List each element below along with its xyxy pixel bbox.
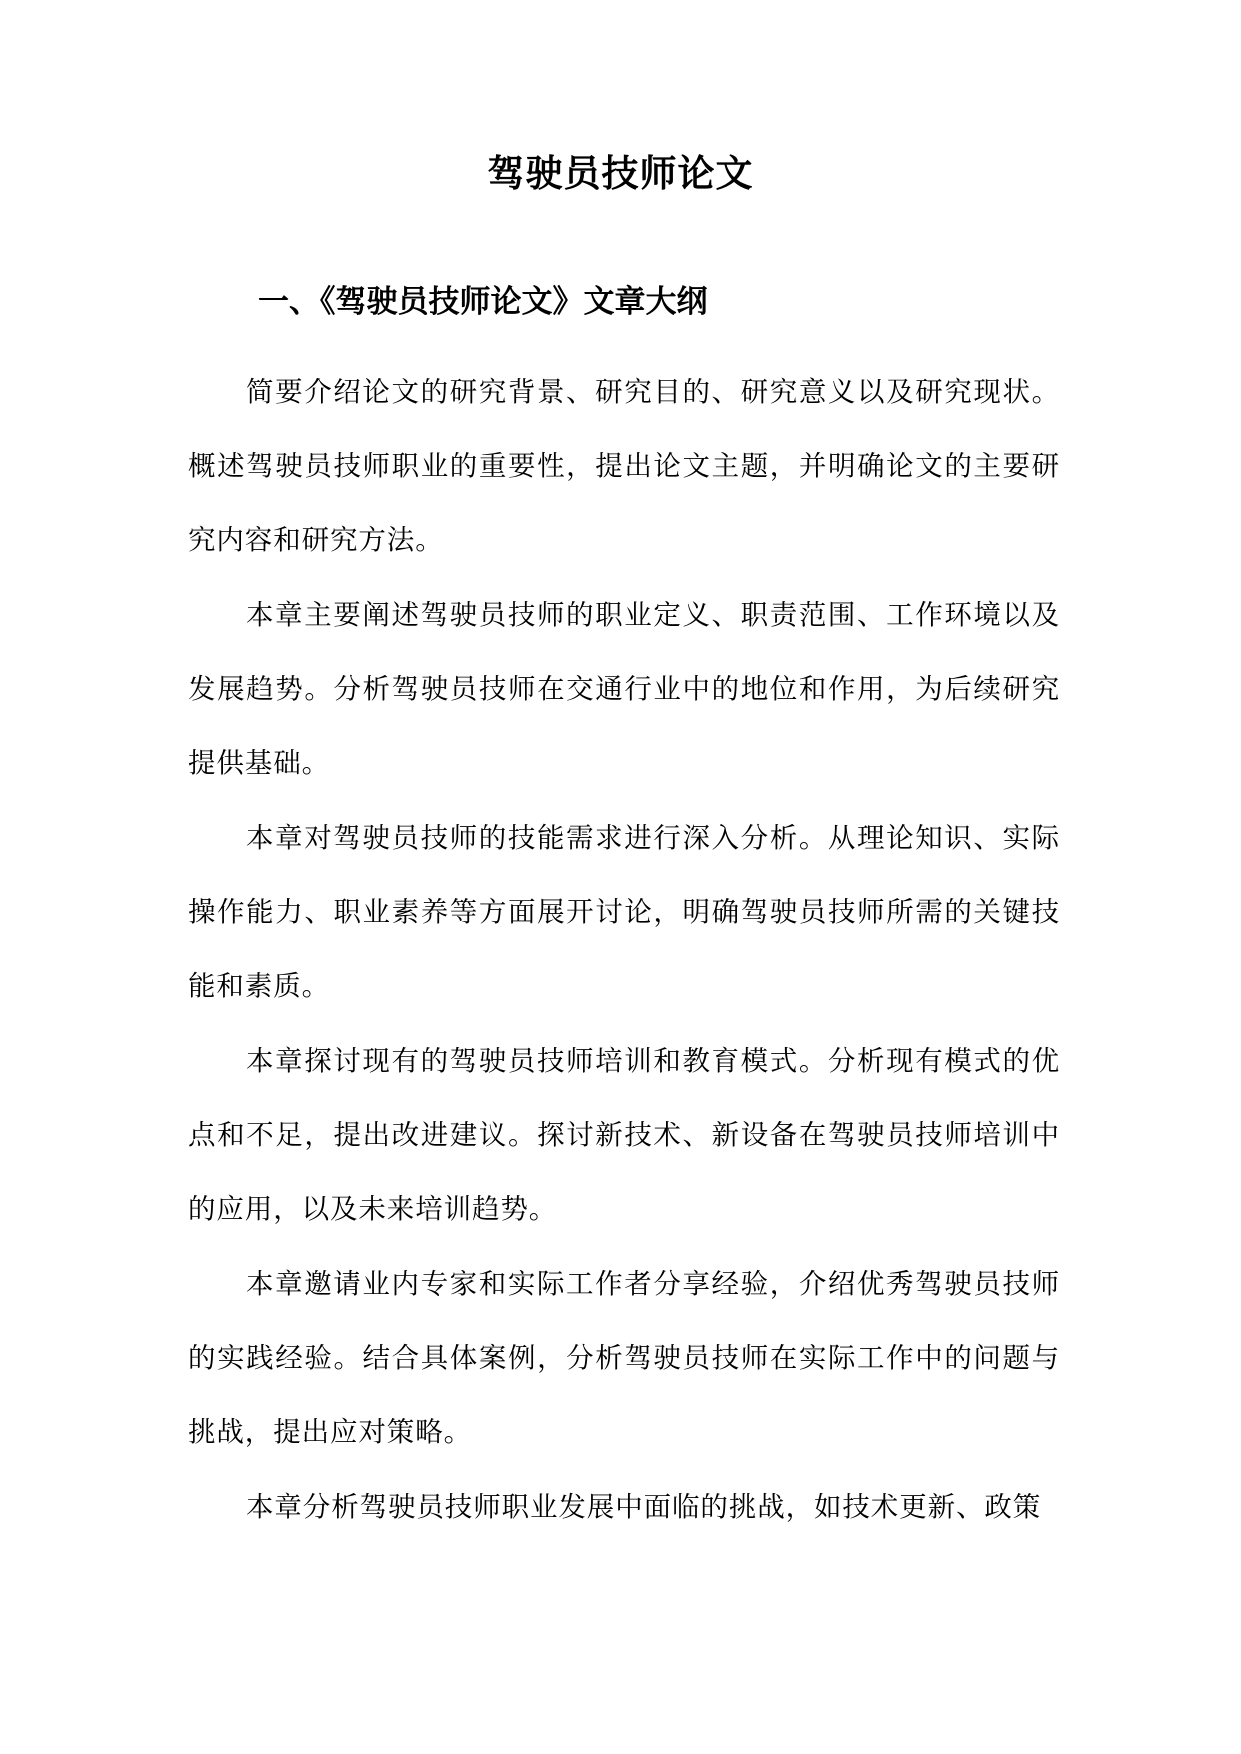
paragraph-2: 本章主要阐述驾驶员技师的职业定义、职责范围、工作环境以及发展趋势。分析驾驶员技师在交通行业中的地位和作用，为后续研究提供基础。	[188, 599, 1060, 779]
paragraph-5: 本章邀请业内专家和实际工作者分享经验，介绍优秀驾驶员技师的实践经验。结合具体案例，分析驾驶员技师在实际工作中的问题与挑战，提出应对策略。	[188, 1268, 1060, 1448]
document-body	[188, 355, 1060, 1545]
paragraph-3: 本章对驾驶员技师的技能需求进行深入分析。从理论知识、实际操作能力、职业素养等方面展开讨论，明确驾驶员技师所需的关键技能和素质。	[188, 822, 1060, 1002]
paragraph-4: 本章探讨现有的驾驶员技师培训和教育模式。分析现有模式的优点和不足，提出改进建议。探讨新技术、新设备在驾驶员技师培训中的应用，以及未来培训趋势。	[188, 1045, 1060, 1225]
section-heading: 一、《驾驶员技师论文》文章大纲	[258, 284, 708, 320]
paragraph-1: 简要介绍论文的研究背景、研究目的、研究意义以及研究现状。概述驾驶员技师职业的重要性，提出论文主题，并明确论文的主要研究内容和研究方法。	[188, 376, 1060, 556]
paragraph-6: 本章分析驾驶员技师职业发展中面临的挑战，如技术更新、政策	[246, 1491, 1042, 1523]
document-title: 驾驶员技师论文	[487, 152, 754, 195]
